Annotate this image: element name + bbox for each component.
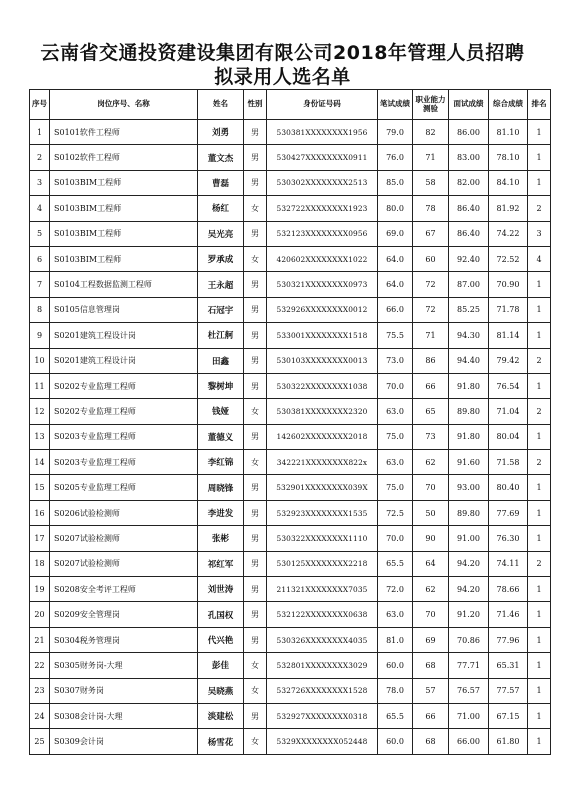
cell-ability-score: 50 [413, 500, 449, 525]
cell-total-score: 71.78 [489, 297, 528, 322]
cell-total-score: 67.15 [489, 703, 528, 728]
cell-gender: 男 [244, 120, 267, 145]
cell-written-score: 79.0 [378, 120, 413, 145]
cell-ability-score: 65 [413, 399, 449, 424]
cell-seq: 2 [30, 145, 50, 170]
cell-total-score: 71.04 [489, 399, 528, 424]
cell-total-score: 61.80 [489, 729, 528, 754]
cell-total-score: 79.42 [489, 348, 528, 373]
header-seq: 序号 [30, 90, 50, 120]
cell-position: S0103BIM工程师 [50, 170, 198, 195]
table-row [30, 678, 551, 703]
cell-id-number: 530381XXXXXXXX1956 [267, 120, 378, 145]
cell-written-score: 65.5 [378, 551, 413, 576]
header-total: 综合成绩 [489, 90, 528, 120]
cell-id-number: 532726XXXXXXXX1528 [267, 678, 378, 703]
cell-seq: 10 [30, 348, 50, 373]
cell-gender: 男 [244, 526, 267, 551]
cell-gender: 女 [244, 196, 267, 221]
cell-interview-score: 86.00 [449, 120, 489, 145]
cell-ability-score: 68 [413, 653, 449, 678]
cell-total-score: 76.30 [489, 526, 528, 551]
cell-gender: 男 [244, 145, 267, 170]
table-row [30, 551, 551, 576]
cell-seq: 18 [30, 551, 50, 576]
cell-interview-score: 71.00 [449, 703, 489, 728]
cell-total-score: 78.10 [489, 145, 528, 170]
table-row [30, 348, 551, 373]
cell-name: 田鑫 [198, 348, 244, 373]
cell-written-score: 81.0 [378, 627, 413, 652]
cell-written-score: 73.0 [378, 348, 413, 373]
cell-written-score: 64.0 [378, 246, 413, 271]
cell-gender: 男 [244, 170, 267, 195]
cell-ability-score: 68 [413, 729, 449, 754]
cell-id-number: 532722XXXXXXXX1923 [267, 196, 378, 221]
table-row [30, 297, 551, 322]
cell-gender: 女 [244, 399, 267, 424]
header-id: 身份证号码 [267, 90, 378, 120]
cell-ability-score: 67 [413, 221, 449, 246]
cell-gender: 男 [244, 475, 267, 500]
cell-rank: 1 [528, 424, 551, 449]
table-row [30, 196, 551, 221]
cell-ability-score: 72 [413, 272, 449, 297]
cell-rank: 1 [528, 627, 551, 652]
table-header-row [30, 90, 551, 120]
cell-id-number: 530302XXXXXXXX2513 [267, 170, 378, 195]
cell-written-score: 75.5 [378, 323, 413, 348]
cell-rank: 2 [528, 399, 551, 424]
table-row [30, 373, 551, 398]
cell-name: 淡建松 [198, 703, 244, 728]
cell-rank: 2 [528, 450, 551, 475]
cell-written-score: 63.0 [378, 602, 413, 627]
cell-ability-score: 73 [413, 424, 449, 449]
cell-position: S0206试验检测师 [50, 500, 198, 525]
table-row [30, 602, 551, 627]
cell-ability-score: 66 [413, 373, 449, 398]
cell-position: S0202专业监理工程师 [50, 399, 198, 424]
cell-ability-score: 70 [413, 602, 449, 627]
cell-gender: 男 [244, 424, 267, 449]
table-row [30, 500, 551, 525]
cell-rank: 1 [528, 475, 551, 500]
cell-written-score: 69.0 [378, 221, 413, 246]
cell-written-score: 75.0 [378, 424, 413, 449]
cell-interview-score: 91.60 [449, 450, 489, 475]
cell-name: 吴光亮 [198, 221, 244, 246]
cell-total-score: 77.69 [489, 500, 528, 525]
cell-id-number: 532926XXXXXXXX0012 [267, 297, 378, 322]
cell-name: 吴晓燕 [198, 678, 244, 703]
cell-rank: 1 [528, 373, 551, 398]
cell-interview-score: 66.00 [449, 729, 489, 754]
cell-written-score: 72.5 [378, 500, 413, 525]
table-row [30, 424, 551, 449]
cell-seq: 12 [30, 399, 50, 424]
cell-rank: 1 [528, 120, 551, 145]
table-row [30, 526, 551, 551]
cell-interview-score: 77.71 [449, 653, 489, 678]
cell-name: 李进发 [198, 500, 244, 525]
cell-total-score: 70.90 [489, 272, 528, 297]
cell-seq: 7 [30, 272, 50, 297]
cell-id-number: 5329XXXXXXXX052448 [267, 729, 378, 754]
cell-id-number: 532801XXXXXXXX3029 [267, 653, 378, 678]
cell-written-score: 60.0 [378, 729, 413, 754]
cell-total-score: 65.31 [489, 653, 528, 678]
cell-position: S0103BIM工程师 [50, 196, 198, 221]
cell-rank: 1 [528, 170, 551, 195]
table-row [30, 450, 551, 475]
cell-seq: 16 [30, 500, 50, 525]
cell-position: S0208安全考评工程师 [50, 577, 198, 602]
table-row [30, 221, 551, 246]
cell-gender: 男 [244, 703, 267, 728]
cell-ability-score: 58 [413, 170, 449, 195]
cell-position: S0105信息管理岗 [50, 297, 198, 322]
cell-total-score: 71.58 [489, 450, 528, 475]
cell-written-score: 60.0 [378, 653, 413, 678]
cell-gender: 男 [244, 348, 267, 373]
cell-total-score: 72.52 [489, 246, 528, 271]
cell-position: S0202专业监理工程师 [50, 373, 198, 398]
cell-id-number: 142602XXXXXXXX2018 [267, 424, 378, 449]
cell-name: 黎树坤 [198, 373, 244, 398]
cell-ability-score: 72 [413, 297, 449, 322]
cell-position: S0308会计岗-大理 [50, 703, 198, 728]
cell-rank: 1 [528, 323, 551, 348]
document-subtitle: 拟录用人选名单 [214, 66, 351, 88]
cell-name: 代兴艳 [198, 627, 244, 652]
cell-position: S0104工程数据监测工程师 [50, 272, 198, 297]
cell-position: S0203专业监理工程师 [50, 450, 198, 475]
cell-id-number: 532923XXXXXXXX1535 [267, 500, 378, 525]
cell-ability-score: 82 [413, 120, 449, 145]
cell-position: S0101软件工程师 [50, 120, 198, 145]
table-row [30, 627, 551, 652]
table-row [30, 120, 551, 145]
cell-ability-score: 60 [413, 246, 449, 271]
cell-seq: 21 [30, 627, 50, 652]
cell-seq: 13 [30, 424, 50, 449]
table-row [30, 703, 551, 728]
cell-interview-score: 93.00 [449, 475, 489, 500]
cell-total-score: 80.40 [489, 475, 528, 500]
cell-id-number: 530322XXXXXXXX1038 [267, 373, 378, 398]
cell-name: 罗承成 [198, 246, 244, 271]
cell-seq: 23 [30, 678, 50, 703]
cell-name: 董文杰 [198, 145, 244, 170]
cell-rank: 1 [528, 500, 551, 525]
cell-written-score: 70.0 [378, 373, 413, 398]
cell-position: S0305财务岗-大理 [50, 653, 198, 678]
cell-interview-score: 94.20 [449, 551, 489, 576]
cell-interview-score: 86.40 [449, 196, 489, 221]
cell-ability-score: 71 [413, 323, 449, 348]
cell-rank: 1 [528, 526, 551, 551]
cell-position: S0207试验检测师 [50, 551, 198, 576]
table-row [30, 729, 551, 754]
cell-name: 彭佳 [198, 653, 244, 678]
cell-interview-score: 91.20 [449, 602, 489, 627]
cell-total-score: 84.10 [489, 170, 528, 195]
cell-total-score: 74.11 [489, 551, 528, 576]
table-row [30, 475, 551, 500]
cell-interview-score: 86.40 [449, 221, 489, 246]
header-written: 笔试成绩 [378, 90, 413, 120]
cell-name: 刘勇 [198, 120, 244, 145]
cell-id-number: 532927XXXXXXXX0318 [267, 703, 378, 728]
cell-id-number: 342221XXXXXXXX822x [267, 450, 378, 475]
cell-seq: 8 [30, 297, 50, 322]
cell-gender: 男 [244, 297, 267, 322]
cell-interview-score: 92.40 [449, 246, 489, 271]
table-row [30, 399, 551, 424]
cell-total-score: 71.46 [489, 602, 528, 627]
cell-seq: 11 [30, 373, 50, 398]
cell-ability-score: 70 [413, 475, 449, 500]
cell-position: S0205专业监理工程师 [50, 475, 198, 500]
cell-total-score: 81.92 [489, 196, 528, 221]
header-name: 姓名 [198, 90, 244, 120]
cell-seq: 15 [30, 475, 50, 500]
cell-name: 石冠宇 [198, 297, 244, 322]
cell-total-score: 74.22 [489, 221, 528, 246]
cell-seq: 4 [30, 196, 50, 221]
cell-gender: 女 [244, 450, 267, 475]
table-row [30, 246, 551, 271]
document-title: 云南省交通投资建设集团有限公司2018年管理人员招聘 [40, 42, 525, 64]
cell-seq: 1 [30, 120, 50, 145]
cell-gender: 男 [244, 221, 267, 246]
cell-rank: 4 [528, 246, 551, 271]
cell-rank: 1 [528, 145, 551, 170]
cell-position: S0201建筑工程设计岗 [50, 348, 198, 373]
cell-gender: 女 [244, 678, 267, 703]
cell-rank: 1 [528, 703, 551, 728]
cell-position: S0203专业监理工程师 [50, 424, 198, 449]
cell-rank: 1 [528, 653, 551, 678]
candidate-table [29, 89, 551, 755]
cell-gender: 女 [244, 729, 267, 754]
cell-rank: 2 [528, 348, 551, 373]
cell-gender: 男 [244, 272, 267, 297]
cell-written-score: 66.0 [378, 297, 413, 322]
cell-id-number: 530103XXXXXXXX0013 [267, 348, 378, 373]
cell-total-score: 76.54 [489, 373, 528, 398]
cell-name: 杨红 [198, 196, 244, 221]
cell-name: 董德义 [198, 424, 244, 449]
cell-id-number: 211321XXXXXXXX7035 [267, 577, 378, 602]
cell-total-score: 77.96 [489, 627, 528, 652]
cell-total-score: 81.14 [489, 323, 528, 348]
cell-rank: 2 [528, 196, 551, 221]
cell-interview-score: 85.25 [449, 297, 489, 322]
cell-id-number: 530427XXXXXXXX0911 [267, 145, 378, 170]
cell-total-score: 81.10 [489, 120, 528, 145]
header-rank: 排名 [528, 90, 551, 120]
cell-total-score: 80.04 [489, 424, 528, 449]
cell-rank: 3 [528, 221, 551, 246]
cell-ability-score: 86 [413, 348, 449, 373]
cell-written-score: 72.0 [378, 577, 413, 602]
cell-id-number: 530381XXXXXXXX2320 [267, 399, 378, 424]
cell-seq: 14 [30, 450, 50, 475]
cell-interview-score: 91.80 [449, 424, 489, 449]
cell-gender: 女 [244, 246, 267, 271]
cell-rank: 1 [528, 678, 551, 703]
cell-seq: 25 [30, 729, 50, 754]
cell-id-number: 532123XXXXXXXX0956 [267, 221, 378, 246]
header-position: 岗位序号、名称 [50, 90, 198, 120]
cell-rank: 1 [528, 602, 551, 627]
cell-gender: 女 [244, 653, 267, 678]
cell-id-number: 532122XXXXXXXX0638 [267, 602, 378, 627]
cell-seq: 22 [30, 653, 50, 678]
cell-gender: 男 [244, 551, 267, 576]
cell-id-number: 530326XXXXXXXX4035 [267, 627, 378, 652]
cell-interview-score: 89.80 [449, 500, 489, 525]
cell-gender: 男 [244, 602, 267, 627]
cell-name: 张彬 [198, 526, 244, 551]
cell-name: 钱娅 [198, 399, 244, 424]
cell-ability-score: 90 [413, 526, 449, 551]
cell-interview-score: 70.86 [449, 627, 489, 652]
cell-id-number: 530322XXXXXXXX1110 [267, 526, 378, 551]
cell-id-number: 420602XXXXXXXX1022 [267, 246, 378, 271]
cell-written-score: 63.0 [378, 450, 413, 475]
cell-interview-score: 94.40 [449, 348, 489, 373]
cell-name: 王永超 [198, 272, 244, 297]
cell-written-score: 70.0 [378, 526, 413, 551]
cell-id-number: 533001XXXXXXXX1518 [267, 323, 378, 348]
cell-id-number: 532901XXXXXXXX039X [267, 475, 378, 500]
cell-name: 周晓锋 [198, 475, 244, 500]
cell-gender: 男 [244, 323, 267, 348]
cell-interview-score: 82.00 [449, 170, 489, 195]
cell-ability-score: 78 [413, 196, 449, 221]
cell-total-score: 77.57 [489, 678, 528, 703]
table-row [30, 577, 551, 602]
cell-gender: 男 [244, 627, 267, 652]
cell-gender: 男 [244, 500, 267, 525]
cell-name: 曹磊 [198, 170, 244, 195]
cell-ability-score: 62 [413, 577, 449, 602]
cell-position: S0209安全管理岗 [50, 602, 198, 627]
header-gender: 性别 [244, 90, 267, 120]
cell-ability-score: 57 [413, 678, 449, 703]
table-row [30, 323, 551, 348]
cell-ability-score: 66 [413, 703, 449, 728]
table-row [30, 145, 551, 170]
cell-interview-score: 94.20 [449, 577, 489, 602]
table-row [30, 272, 551, 297]
cell-interview-score: 76.57 [449, 678, 489, 703]
cell-written-score: 75.0 [378, 475, 413, 500]
cell-rank: 1 [528, 729, 551, 754]
header-interview: 面试成绩 [449, 90, 489, 120]
cell-interview-score: 91.80 [449, 373, 489, 398]
cell-position: S0207试验检测师 [50, 526, 198, 551]
cell-seq: 19 [30, 577, 50, 602]
cell-name: 杨雪花 [198, 729, 244, 754]
cell-rank: 1 [528, 297, 551, 322]
cell-position: S0307财务岗 [50, 678, 198, 703]
header-ability: 职业能力测验 [413, 90, 449, 120]
cell-interview-score: 87.00 [449, 272, 489, 297]
cell-rank: 1 [528, 272, 551, 297]
cell-seq: 6 [30, 246, 50, 271]
cell-position: S0309会计岗 [50, 729, 198, 754]
cell-ability-score: 64 [413, 551, 449, 576]
cell-position: S0103BIM工程师 [50, 221, 198, 246]
cell-written-score: 78.0 [378, 678, 413, 703]
cell-ability-score: 62 [413, 450, 449, 475]
cell-name: 刘世涛 [198, 577, 244, 602]
cell-id-number: 530125XXXXXXXX2218 [267, 551, 378, 576]
table-row [30, 170, 551, 195]
cell-interview-score: 89.80 [449, 399, 489, 424]
cell-interview-score: 94.30 [449, 323, 489, 348]
cell-position: S0201建筑工程设计岗 [50, 323, 198, 348]
cell-name: 杜江舸 [198, 323, 244, 348]
cell-seq: 20 [30, 602, 50, 627]
cell-written-score: 65.5 [378, 703, 413, 728]
cell-gender: 男 [244, 373, 267, 398]
cell-gender: 男 [244, 577, 267, 602]
cell-id-number: 530321XXXXXXXX0973 [267, 272, 378, 297]
cell-rank: 2 [528, 551, 551, 576]
cell-position: S0102软件工程师 [50, 145, 198, 170]
cell-seq: 5 [30, 221, 50, 246]
cell-written-score: 80.0 [378, 196, 413, 221]
cell-name: 祁红军 [198, 551, 244, 576]
cell-written-score: 63.0 [378, 399, 413, 424]
cell-seq: 17 [30, 526, 50, 551]
cell-written-score: 64.0 [378, 272, 413, 297]
cell-ability-score: 71 [413, 145, 449, 170]
cell-interview-score: 91.00 [449, 526, 489, 551]
cell-seq: 3 [30, 170, 50, 195]
cell-interview-score: 83.00 [449, 145, 489, 170]
cell-ability-score: 69 [413, 627, 449, 652]
cell-seq: 24 [30, 703, 50, 728]
cell-total-score: 78.66 [489, 577, 528, 602]
cell-written-score: 85.0 [378, 170, 413, 195]
cell-name: 孔国权 [198, 602, 244, 627]
cell-written-score: 76.0 [378, 145, 413, 170]
cell-position: S0103BIM工程师 [50, 246, 198, 271]
cell-seq: 9 [30, 323, 50, 348]
cell-name: 李红锦 [198, 450, 244, 475]
cell-position: S0304税务管理岗 [50, 627, 198, 652]
cell-rank: 1 [528, 577, 551, 602]
table-row [30, 653, 551, 678]
